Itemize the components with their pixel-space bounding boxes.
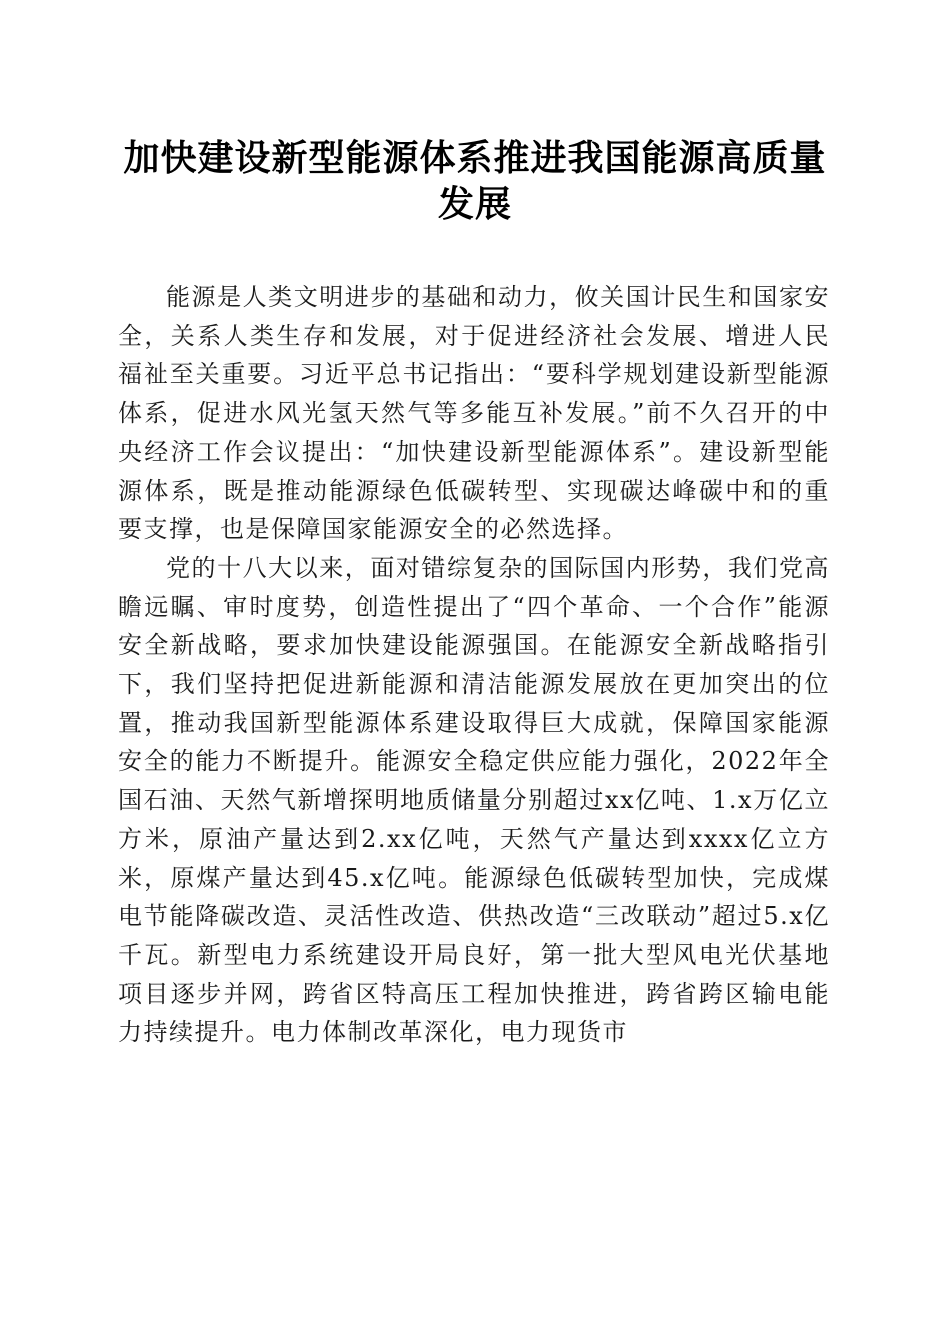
document-body	[118, 278, 830, 1052]
document-title: 加快建设新型能源体系推进我国能源高质量发展	[123, 137, 827, 225]
paragraph-1: 能源是人类文明进步的基础和动力，攸关国计民生和国家安全，关系人类生存和发展，对于促进经济社会发展、增进人民福祉至关重要。习近平总书记指出：“要科学规划建设新型能源体系，促进水风光氢天然气等多能互补发展。”前不久召开的中央经济工作会议提出：“加快建设新型能源体系”。建设新型能源体系，既是推动能源绿色低碳转型、实现碳达峰碳中和的重要支撑，也是保障国家能源安全的必然选择。	[118, 283, 830, 544]
paragraph-2: 党的十八大以来，面对错综复杂的国际国内形势，我们党高瞻远瞩、审时度势，创造性提出了“四个革命、一个合作”能源安全新战略，要求加快建设能源强国。在能源安全新战略指引下，我们坚持把促进新能源和清洁能源发展放在更加突出的位置，推动我国新型能源体系建设取得巨大成就，保障国家能源安全的能力不断提升。能源安全稳定供应能力强化，2022年全国石油、天然气新增探明地质储量分别超过xx亿吨、1.x万亿立方米，原油产量达到2.xx亿吨，天然气产量达到xxxx亿立方米，原煤产量达到45.x亿吨。能源绿色低碳转型加快，完成煤电节能降碳改造、灵活性改造、供热改造“三改联动”超过5.x亿千瓦。新型电力系统建设开局良好，第一批大型风电光伏基地项目逐步并网，跨省区特高压工程加快推进，跨省跨区输电能力持续提升。电力体制改革深化，电力现货市	[118, 553, 830, 1047]
